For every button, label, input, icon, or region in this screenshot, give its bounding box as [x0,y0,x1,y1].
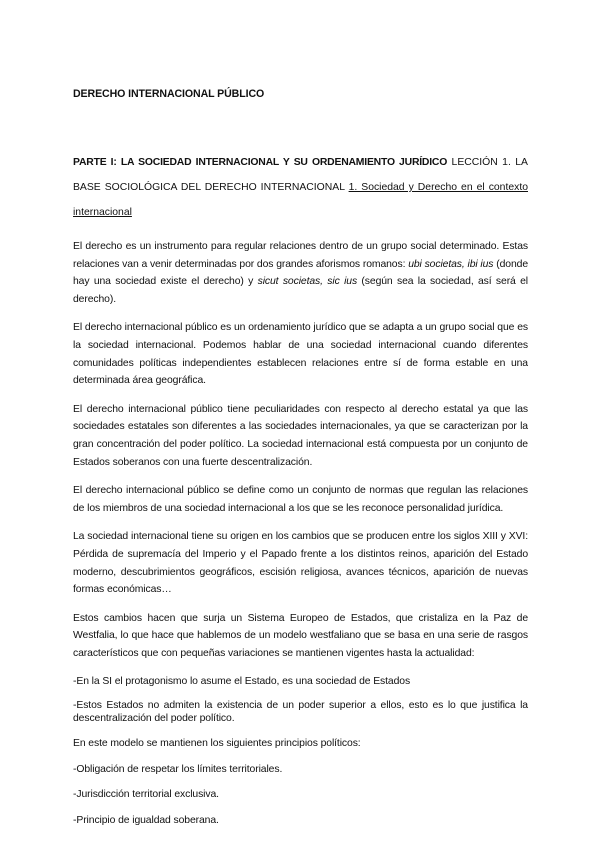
lesson-heading: LECCIÓN 1. LA BASE SOCIOLÓGICA DEL DERECHO INTERNACIONAL [73,157,528,193]
paragraph-1 [73,238,528,308]
latin-phrase-1: ubi societas, ibi ius [408,258,494,270]
document-title: DERECHO INTERNACIONAL PÚBLICO [73,88,265,100]
paragraph-5: La sociedad internacional tiene su origen en los cambios que se producen entre los siglos XIII y XVI: Pérdida de supremacía del Imperio y el Papado frente a los distintos reinos, aparición del Estado moderno, descubrimientos geográficos, escisión religiosa, avances técnicos, aparición de nuevas formas económicas… [73,531,528,596]
paragraph-1-text-c: (donde hay una sociedad existe el derecho) y [73,258,528,288]
section-heading [73,150,528,225]
principle-item-3: -Principio de igualdad soberana. [73,814,219,826]
paragraph-2: El derecho internacional público es un ordenamiento jurídico que se adapta a un grupo social que es la sociedad internacional. Podemos hablar de una sociedad internacional cuando diferentes comunidades políticas independientes establecen relaciones entre sí de forma estable en una determinada área geográfica. [73,322,528,387]
feature-item-2: -Estos Estados no admiten la existencia de un poder superior a ellos, esto es lo que justifica la descentralización del poder político. [73,700,528,725]
document-body [73,238,528,837]
paragraph-4: El derecho internacional público se define como un conjunto de normas que regulan las relaciones de los miembros de una sociedad internacional a los que se les reconoce personalidad jurídica. [73,485,528,514]
paragraph-1-text-e: (según sea la sociedad, así será el derecho). [73,276,528,305]
principles-intro: En este modelo se mantienen los siguientes principios políticos: [73,738,361,750]
principle-item-2: -Jurisdicción territorial exclusiva. [73,789,219,801]
latin-phrase-2: sicut societas, sic ius [257,276,358,288]
paragraph-1-text-a: El derecho es un instrumento para regular relaciones dentro de un grupo social determinado. Estas relaciones van a venir determinadas por dos grandes aforismos romanos: [73,241,528,270]
principle-item-1: -Obligación de respetar los límites territoriales. [73,763,283,775]
subsection-heading: 1. Sociedad y Derecho en el contexto internacional [73,182,528,218]
feature-item-1: -En la SI el protagonismo lo asume el Estado, es una sociedad de Estados [73,676,411,688]
paragraph-3: El derecho internacional público tiene peculiaridades con respecto al derecho estatal ya que las sociedades estatales son diferentes a las sociedades internacionales, ya que se caracterizan por la gran concentración del poder político. La sociedad internacional está compuesta por un conjunto de Estados soberanos con una fuerte descentralización. [73,403,528,468]
paragraph-6: Estos cambios hacen que surja un Sistema Europeo de Estados, que cristaliza en la Paz de Westfalia, lo que hace que hablemos de un modelo westfaliano que se basa en una serie de rasgos característicos que con pequeñas variaciones se mantienen vigentes hasta la actualidad: [73,612,528,659]
part-heading: PARTE I: LA SOCIEDAD INTERNACIONAL Y SU ORDENAMIENTO JURÍDICO [73,157,448,168]
